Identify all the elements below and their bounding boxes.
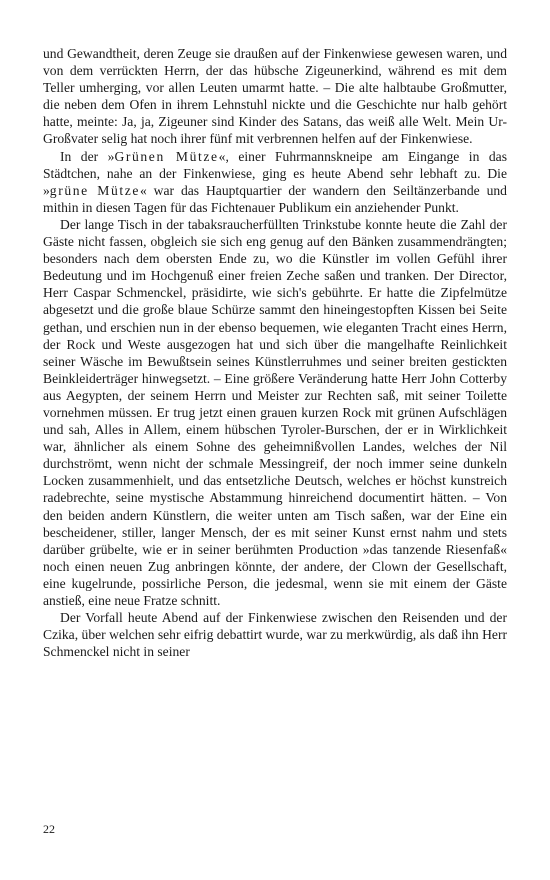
- page-number: 22: [43, 822, 55, 836]
- book-page-text: [43, 45, 507, 660]
- paragraph-3: [43, 216, 507, 609]
- paragraph-1: [43, 45, 507, 148]
- gasthaus-name-emphasis-2: grüne Mütze: [49, 182, 140, 198]
- paragraph-2: [43, 148, 507, 216]
- paragraph-4-text: Der Vorfall heute Abend auf der Finkenwiese zwischen den Reisenden und der Czika, über welchen sehr eifrig debattirt wurde, war zu merkwürdig, als daß ihn Herr Schmenckel nicht in seiner: [43, 610, 507, 660]
- paragraph-2-text-b: «, einer Fuhrmannskneipe am Eingange in das Städtchen, nahe an der Finkenwiese, ging es heute Abend sehr lebhaft zu. Die »: [43, 148, 507, 198]
- gasthaus-name-emphasis: Grünen Mütze: [114, 148, 219, 164]
- paragraph-1-text: und Gewandtheit, deren Zeuge sie draußen auf der Finkenwiese gewesen waren, und von dem verrückten Herrn, der das hübsche Zigeunerkind, während es mit dem Teller umherging, vor allen Leuten umarmt hatte. – Die alte halbtaube Großmutter, die neben dem Ofen in ihrem Lehnstuhl nickte und die Geschichte nur halb gehört hatte, meinte: Ja, ja, Zigeuner sind Kinder des Satans, das weiß alle Welt. Mein Ur-Großvater selig hat noch ihrer fünf mit verbrennen helfen auf der Finkenwiese.: [43, 46, 507, 147]
- paragraph-2-text-c: « war das Hauptquartier der wandern den Seiltänzerbande und mithin in diesen Tagen für das Fichtenauer Publikum ein anziehender Punkt.: [43, 182, 507, 215]
- paragraph-4: [43, 609, 507, 660]
- paragraph-2-text-a: In der »: [60, 148, 115, 164]
- paragraph-3-text: Der lange Tisch in der tabaksraucherfüllten Trinkstube konnte heute die Zahl der Gäste nicht fassen, obgleich sie sich eng genug auf den Bänken zusammendrängten; besonders nach dem obersten Ende zu, wo die Künstler im vollen Gefühl ihrer Bedeutung und im Hochgenuß einer freien Zeche saßen und tranken. Der Director, Herr Caspar Schmenckel, präsidirte, wie sich's gebührte. Er hatte die Zipfelmütze abgesetzt und die große blaue Schürze sammt den hineingestopften Kissen bei Seite gethan, und erschien nun in der ebenso bequemen, wie eleganten Tracht eines Herrn, der Rock und Weste ausgezogen hat und sich über die mangelhafte Reinlichkeit seiner Wäsche im Bewußtsein seines Künstlerruhmes und seiner breiten gestickten Beinkleiderträger hinwegsetzt. – Eine größere Veränderung hatte Herr John Cotterby aus Aegypten, der seinem Herrn und Meister zur Rechten saß, mit seiner Toilette vornehmen müssen. Er trug jetzt einen grauen kurzen Rock mit grünen Aufschlägen und sah, Alles in Allem, einem hübschen Tyroler-Burschen, der er in Wirklichkeit war, ähnlicher als einem Sohne des geheimnißvollen Landes, welches der Nil durchströmt, wenn nicht der schmale Messingreif, der noch immer seine dunkeln Locken zusammenhielt, und das entsetzliche Deutsch, welches er höchst kunstreich radebrechte, seine mystische Abstammung hinreichend documentirt hätten. – Von den beiden andern Künstlern, die weiter unten am Tisch saßen, war der Eine ein bescheidener, stiller, langer Mensch, der es mit seiner Kunst ernst nahm und stets darüber grübelte, wie er in seiner berühmten Production »das tanzende Riesenfaß« noch einen neuen Zug anbringen könnte, der andere, der Clown der Gesellschaft, eine kugelrunde, possirliche Person, die jedesmal, wenn sie mit einem der Gäste anstieß, eine neue Fratze schnitt.: [43, 216, 507, 608]
